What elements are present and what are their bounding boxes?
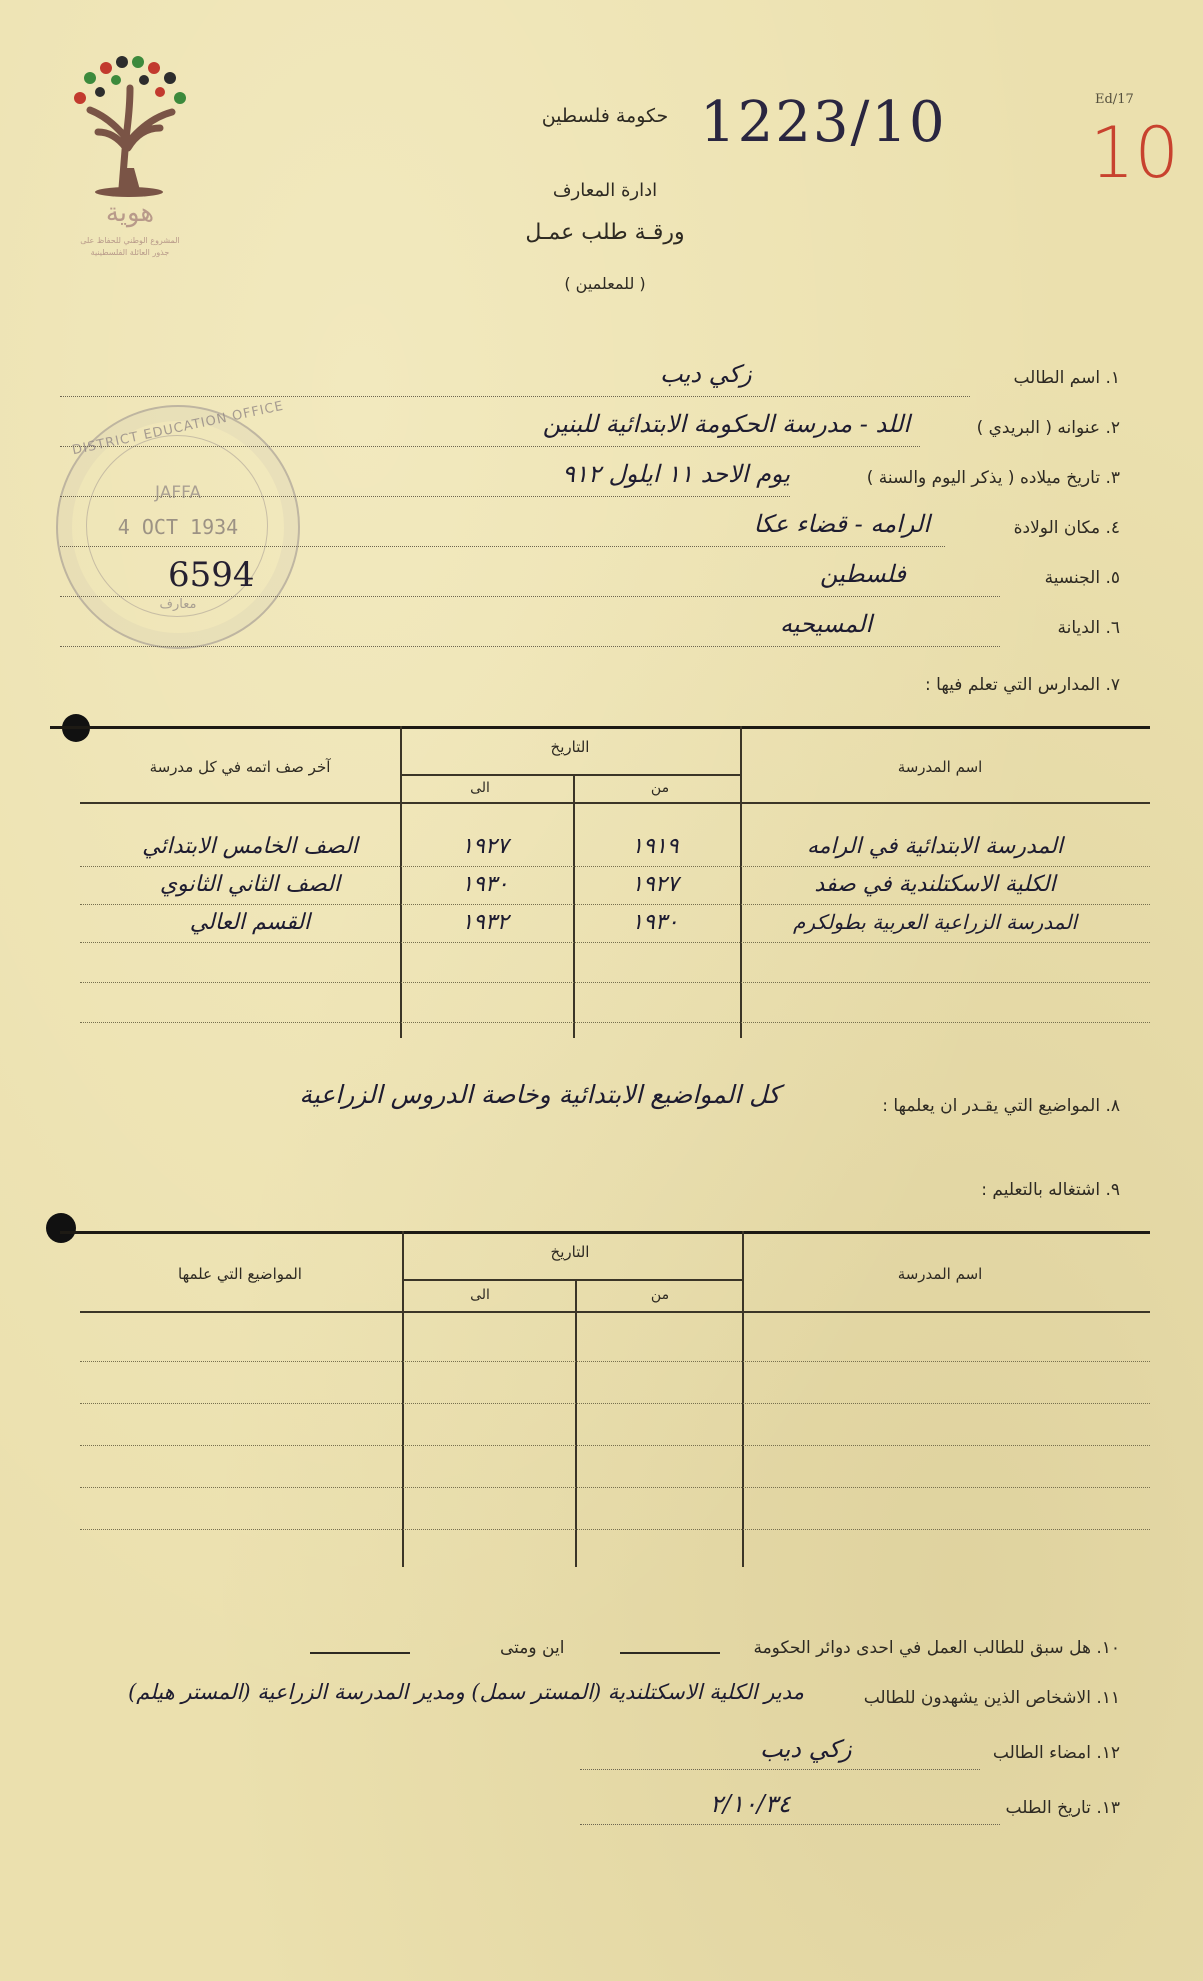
row-line <box>80 1529 1150 1530</box>
family-tree-icon <box>60 48 200 198</box>
cell-to: ١٩٣٠ <box>461 872 509 897</box>
student-signature: زكي ديب <box>760 1735 852 1763</box>
header-subjects-taught: المواضيع التي علمها <box>178 1265 302 1283</box>
application-date-label: ١٣. تاريخ الطلب <box>1005 1798 1120 1818</box>
prior-service-label: ١٠. هل سبق للطالب العمل في احدى دوائر الحكومة <box>753 1638 1120 1658</box>
schools-table <box>40 720 1150 1040</box>
table-top-rule <box>50 726 1150 729</box>
cell-from: ١٩٣٠ <box>631 910 679 935</box>
form-code: Ed/17 <box>1095 92 1134 107</box>
stamp-office: DISTRICT EDUCATION OFFICE <box>70 398 286 459</box>
where-when-line <box>310 1652 410 1654</box>
field-row-4 <box>60 510 1120 550</box>
folio-number: 10 <box>1090 112 1180 194</box>
field-value-religion: المسيحيه <box>780 610 873 638</box>
field-value-name: زكي ديب <box>660 360 752 388</box>
cell-from: ١٩٢٧ <box>631 872 679 897</box>
col-divider <box>575 1279 577 1567</box>
table-top-rule <box>60 1231 1150 1234</box>
stamp-city: JAFFA <box>155 483 201 503</box>
row-line <box>80 982 1150 983</box>
cell-school: الكلية الاسكتلندية في صفد <box>814 872 1056 897</box>
field-line <box>60 546 945 547</box>
teaching-table <box>40 1225 1150 1570</box>
header-bottom-rule <box>80 802 1150 804</box>
footer-row-12 <box>60 1735 1120 1775</box>
cell-to: ١٩٣٢ <box>461 910 509 935</box>
cell-last-class: القسم العالي <box>189 910 311 935</box>
field-line <box>60 396 970 397</box>
register-number: 6594 <box>168 555 255 595</box>
cell-school: المدرسة الابتدائية في الرامه <box>806 834 1064 859</box>
cell-last-class: الصف الخامس الابتدائي <box>142 834 358 859</box>
cell-to: ١٩٢٧ <box>461 834 509 859</box>
col-divider <box>402 1231 404 1567</box>
form-subtitle: ( للمعلمين ) <box>564 274 646 293</box>
cell-last-class: الصف الثاني الثانوي <box>159 872 341 897</box>
field-label-nationality: ٥. الجنسية <box>1044 568 1120 588</box>
footer-row-13 <box>60 1790 1120 1830</box>
subjects-label: ٨. المواضيع التي يقـدر ان يعلمها : <box>882 1096 1120 1116</box>
row-line <box>80 1403 1150 1404</box>
stamp-date: 4 OCT 1934 <box>117 515 239 539</box>
row-line <box>80 1022 1150 1023</box>
field-row-5 <box>60 560 1120 600</box>
field-line <box>60 596 1000 597</box>
cell-school: المدرسة الزراعية العربية بطولكرم <box>792 910 1078 934</box>
field-row-3 <box>60 460 1120 500</box>
field-value-address: اللد - مدرسة الحكومة الابتدائية للبنين <box>542 410 910 438</box>
field-label-address: ٢. عنوانه ( البريدي ) <box>976 418 1120 438</box>
field-value-birthplace: الرامه - قضاء عكا <box>753 510 930 538</box>
field-label-name: ١. اسم الطالب <box>1013 368 1120 388</box>
header-to: الى <box>470 780 490 796</box>
field-label-schools: ٧. المدارس التي تعلم فيها : <box>925 675 1120 695</box>
field-line <box>580 1769 980 1770</box>
row-line <box>80 1487 1150 1488</box>
signature-label: ١٢. امضاء الطالب <box>992 1743 1120 1763</box>
field-line <box>60 496 790 497</box>
field-line <box>60 446 920 447</box>
field-label-birthdate: ٣. تاريخ ميلاده ( يذكر اليوم والسنة ) <box>866 468 1120 488</box>
row-line <box>80 1361 1150 1362</box>
footer-row-10 <box>60 1630 1120 1670</box>
field-line <box>580 1824 1000 1825</box>
header-subrule <box>400 774 740 776</box>
file-number: 1223/10 <box>700 90 947 155</box>
where-when-label: اين ومتى <box>500 1638 565 1658</box>
field-value-nationality: فلسطين <box>820 560 907 588</box>
table-row <box>80 868 1150 908</box>
department-title: ادارة المعارف <box>552 180 658 201</box>
footer-row-11 <box>0 1680 1120 1720</box>
references-label: ١١. الاشخاص الذين يشهدون للطالب <box>863 1688 1120 1708</box>
logo <box>60 48 200 268</box>
logo-caption-1: المشروع الوطني للحفاظ على <box>80 236 180 245</box>
field-row-6 <box>60 610 1120 650</box>
field-row-2 <box>60 410 1120 450</box>
field-row-1 <box>60 360 1120 400</box>
header-date: التاريخ <box>550 1243 590 1261</box>
header-school: اسم المدرسة <box>897 758 983 776</box>
stamp-arabic: معارف <box>159 597 197 612</box>
form-title: ورقـة طلب عمـل <box>525 220 685 245</box>
prior-service-line <box>620 1652 720 1654</box>
row-line <box>80 1445 1150 1446</box>
header-from: من <box>650 780 670 796</box>
col-divider <box>742 1231 744 1567</box>
field-line <box>60 646 1000 647</box>
application-date-value: ٢/١٠/٣٤ <box>710 1790 791 1818</box>
table-row <box>80 906 1150 946</box>
header-subrule <box>402 1279 742 1281</box>
field-label-religion: ٦. الديانة <box>1057 618 1120 638</box>
table-row <box>80 830 1150 870</box>
header-bottom-rule <box>80 1311 1150 1313</box>
header-last-class: آخر صف اتمه في كل مدرسة <box>149 758 331 776</box>
references-value: مدير الكلية الاسكتلندية (المستر سمل) ومدير المدرسة الزراعية (المستر هيلم) <box>128 1680 804 1704</box>
hole-punch <box>46 1213 76 1243</box>
teaching-label: ٩. اشتغاله بالتعليم : <box>981 1180 1120 1200</box>
government-title: حكومة فلسطين <box>541 105 669 127</box>
header-from: من <box>650 1287 670 1303</box>
cell-from: ١٩١٩ <box>631 834 679 859</box>
subjects-value: كل المواضيع الابتدائية وخاصة الدروس الزراعية <box>299 1080 780 1109</box>
header-date: التاريخ <box>550 738 590 756</box>
logo-name: هوية <box>105 198 155 228</box>
subjects-row <box>60 1080 1120 1130</box>
header-to: الى <box>470 1287 490 1303</box>
header-school: اسم المدرسة <box>897 1265 983 1283</box>
field-value-birthdate: يوم الاحد ١١ ايلول ٩١٢ <box>562 460 790 488</box>
field-label-birthplace: ٤. مكان الولادة <box>1013 518 1120 538</box>
logo-caption-2: جذور العائلة الفلسطينية <box>90 248 170 257</box>
